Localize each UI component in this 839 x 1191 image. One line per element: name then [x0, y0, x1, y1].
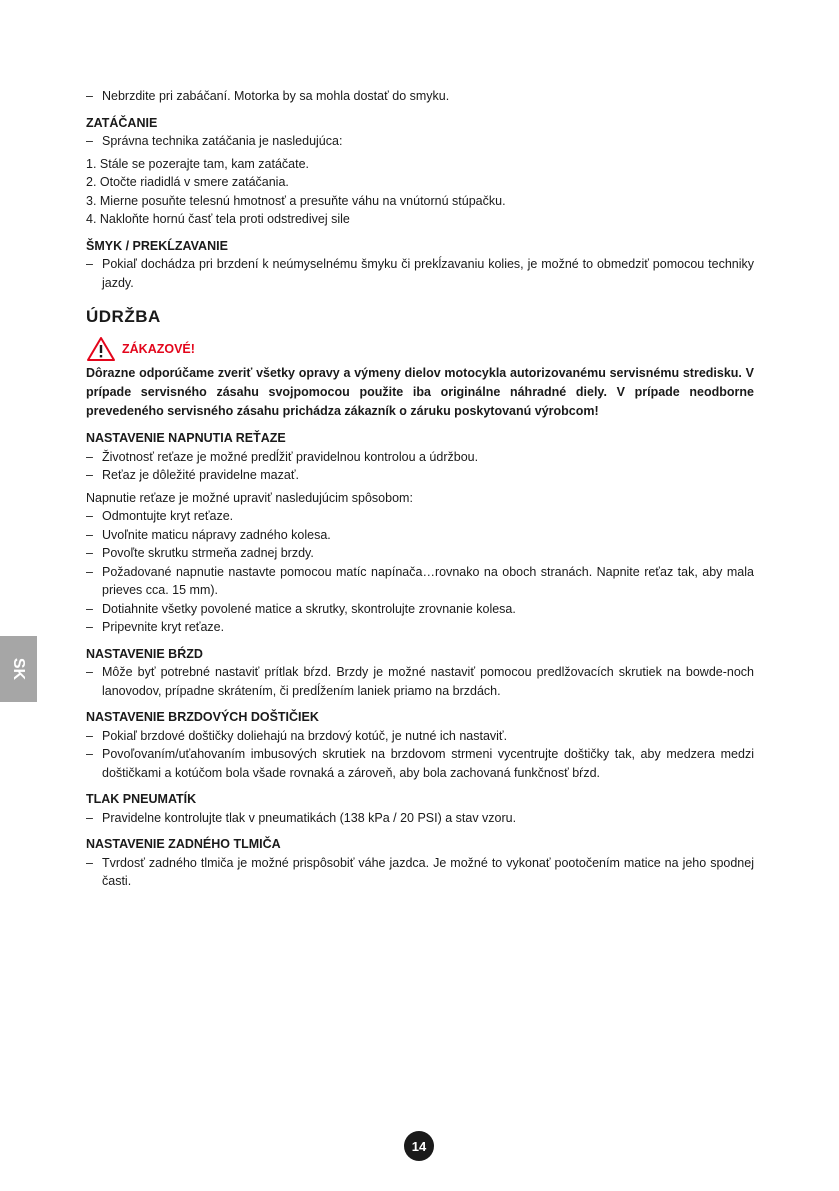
- section-lead: – Správna technika zatáčania je nasledujúca:: [86, 132, 754, 151]
- warning-header: [86, 336, 754, 362]
- list-item: – Životnosť reťaze je možné predĺžiť pravidelnou kontrolou a údržbou.: [86, 448, 754, 467]
- page-number: 14: [404, 1131, 434, 1161]
- list-item: – Povoľovaním/uťahovaním imbusových skrutiek na brzdovom strmeni vycentrujte doštičky tak, aby medzera medzi doštičkami a kotúčom bola všade rovnaká a zároveň, aby bola zachovaná funkčnosť bŕzd.: [86, 745, 754, 782]
- section-tlak: [86, 790, 754, 827]
- language-tab: [0, 636, 37, 702]
- section-retaz: [86, 429, 754, 637]
- numbered-step: 2. Otočte riadidlá v smere zatáčania.: [86, 175, 289, 189]
- list-item: – Pokiaľ brzdové doštičky doliehajú na brzdový kotúč, je nutné ich nastaviť.: [86, 727, 754, 746]
- section-title: NASTAVENIE BRZDOVÝCH DOŠTIČIEK: [86, 710, 319, 724]
- numbered-step: 4. Nakloňte hornú časť tela proti odstredivej sile: [86, 212, 350, 226]
- warning-triangle-icon: [86, 336, 116, 362]
- section-smyk: [86, 237, 754, 293]
- section-lead: Napnutie reťaze je možné upraviť nasledujúcim spôsobom:: [86, 490, 413, 505]
- list-item: – Tvrdosť zadného tlmiča je možné prispôsobiť váhe jazdca. Je možné to vykonať pootočením matice na jeho spodnej časti.: [86, 854, 754, 891]
- section-zatacanie: [86, 114, 754, 229]
- intro-item: – Nebrzdite pri zabáčaní. Motorka by sa mohla dostať do smyku.: [86, 87, 754, 106]
- list-item: – Môže byť potrebné nastaviť prítlak bŕzd. Brzdy je možné nastaviť pomocou predlžovacích skrutiek na bowde-noch lanovodov, prípadne skrátením, či predĺžením laniek priamo na brzdách.: [86, 663, 754, 700]
- list-item: – Povoľte skrutku strmeňa zadnej brzdy.: [86, 544, 754, 563]
- list-item: – Dotiahnite všetky povolené matice a skrutky, skontrolujte zrovnanie kolesa.: [86, 600, 754, 619]
- section-brzd: [86, 645, 754, 701]
- section-title: NASTAVENIE NAPNUTIA REŤAZE: [86, 431, 286, 445]
- list-item: – Odmontujte kryt reťaze.: [86, 507, 754, 526]
- section-dosticky: [86, 708, 754, 782]
- section-tlmic: [86, 835, 754, 891]
- section-title: NASTAVENIE ZADNÉHO TLMIČA: [86, 837, 281, 851]
- list-item: – Pravidelne kontrolujte tlak v pneumatikách (138 kPa / 20 PSI) a stav vzoru.: [86, 809, 754, 828]
- section-title: TLAK PNEUMATÍK: [86, 792, 197, 806]
- list-item: – Pokiaľ dochádza pri brzdení k neúmyselnému šmyku či prekĺzavaniu kolies, je možné to obmedziť pomocou techniky jazdy.: [86, 255, 754, 292]
- list-item: – Pripevnite kryt reťaze.: [86, 618, 754, 637]
- warning-text: Dôrazne odporúčame zveriť všetky opravy a výmeny dielov motocykla autorizovanému servisnému stredisku. V prípade servisného zásahu svojpomocou použite iba originálne náhradné diely. V prípade neodborne prevedeného servisného zásahu prichádza zákazník o záruku poskytovanú výrobcom!: [86, 366, 754, 418]
- warning-label: ZÁKAZOVÉ!: [122, 341, 195, 356]
- page-content: [86, 87, 754, 891]
- language-label: SK: [10, 657, 28, 681]
- list-item: – Požadované napnutie nastavte pomocou matíc napínača…rovnako na oboch stranách. Napnite reťaz tak, aby mala prieves cca. 15 mm).: [86, 563, 754, 600]
- section-title: ZATÁČANIE: [86, 115, 158, 130]
- main-heading-udrzba: ÚDRŽBA: [86, 307, 161, 326]
- section-title: NASTAVENIE BŔZD: [86, 646, 203, 661]
- list-item: – Reťaz je dôležité pravidelne mazať.: [86, 466, 754, 485]
- list-item: – Uvoľnite maticu nápravy zadného kolesa.: [86, 526, 754, 545]
- numbered-step: 3. Mierne posuňte telesnú hmotnosť a presuňte váhu na vnútornú stúpačku.: [86, 193, 506, 208]
- section-title: ŠMYK / PREKĹZAVANIE: [86, 238, 228, 253]
- numbered-step: 1. Stále se pozerajte tam, kam zatáčate.: [86, 156, 310, 171]
